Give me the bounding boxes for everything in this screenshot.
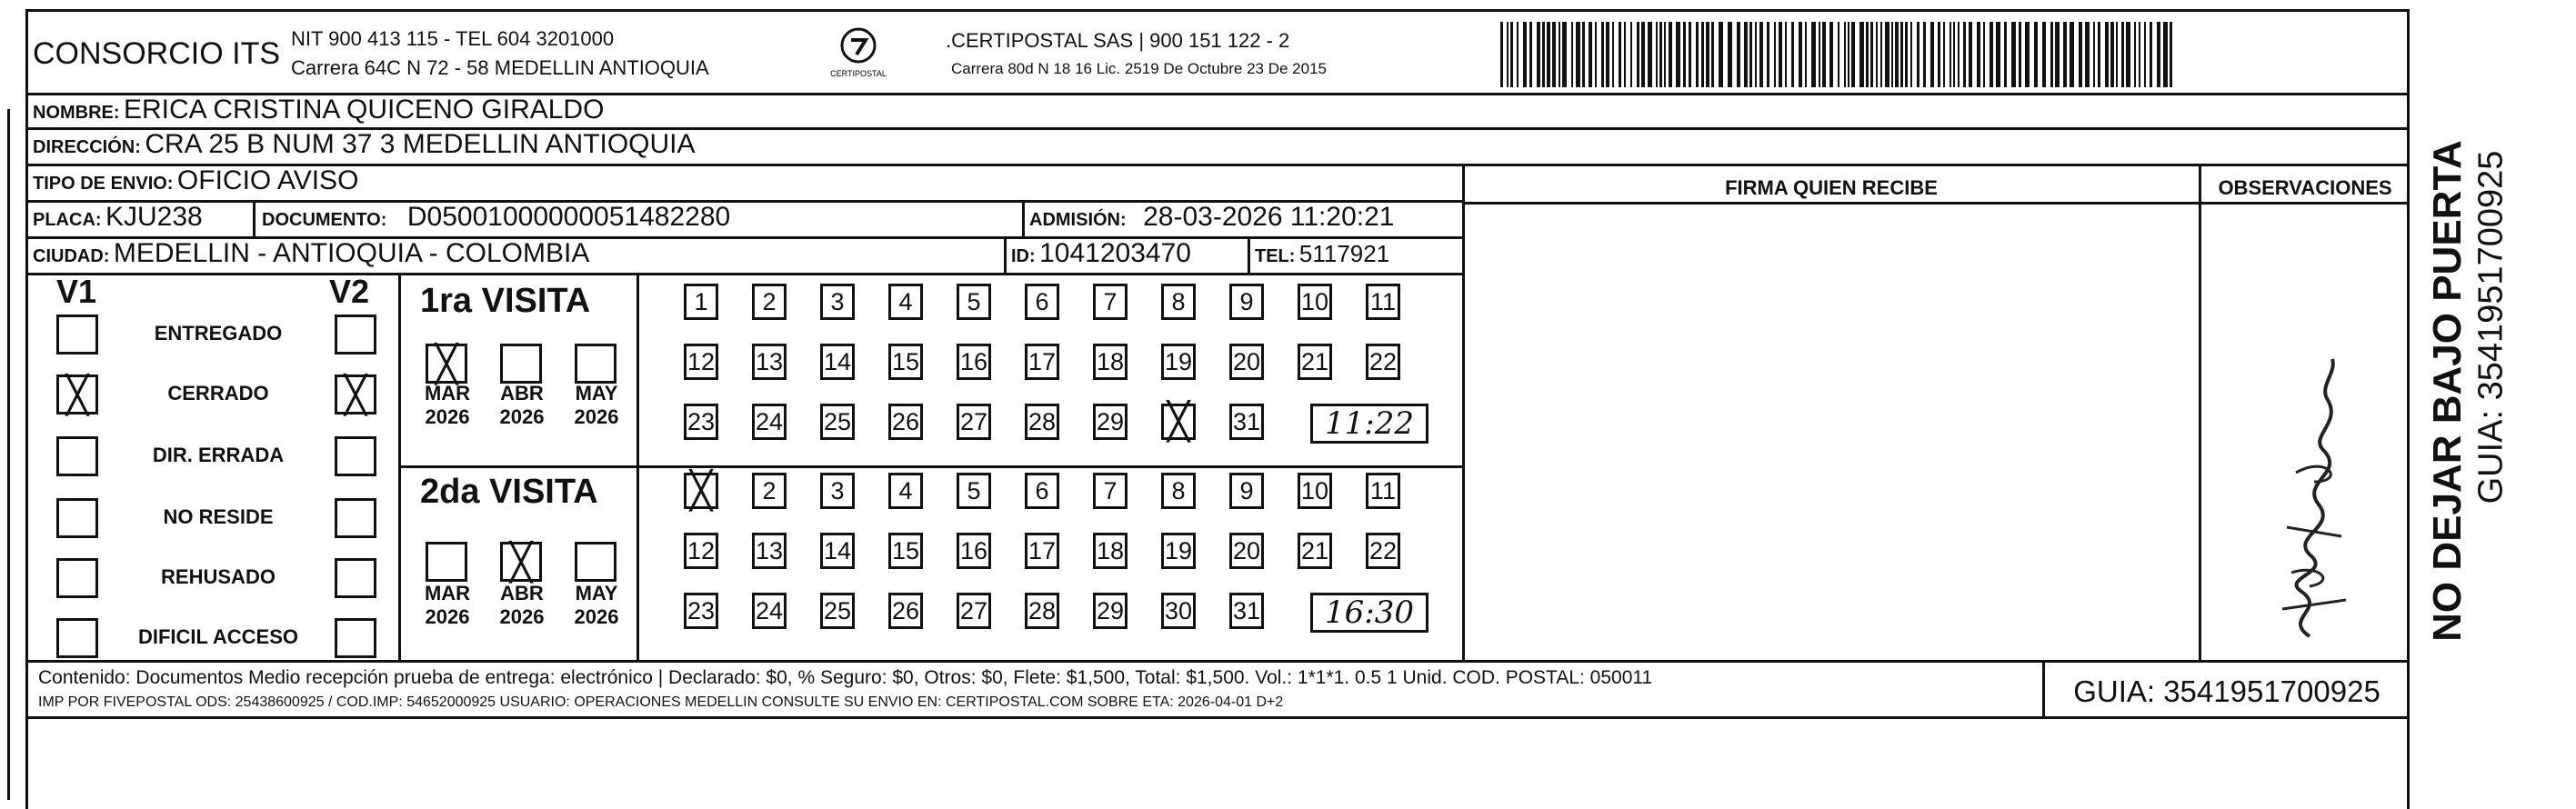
placa-label: PLACA: (33, 210, 102, 230)
cell-divider (1004, 236, 1007, 273)
footer-contenido: Contenido: Documentos Medio recepción prueba de entrega: electrónico | Declarado: $0, % Seguro: $0, Otros: $0, Flete: $1,500, Total: $1,500. Vol.: 1*1*1. 0.5 1 Unid. COD. POSTAL: 050011 (38, 667, 1653, 688)
time-box[interactable]: 16:30 (1310, 593, 1428, 633)
day-box[interactable]: 21 (1298, 533, 1332, 569)
direccion-row (33, 129, 696, 162)
id-row (1011, 238, 1191, 269)
day-box[interactable]: 11 (1366, 473, 1400, 509)
month-checkbox[interactable] (575, 542, 616, 582)
side-warning: NO DEJAR BAJO PUERTA (2425, 140, 2470, 642)
check-mark: ╳ (689, 471, 713, 511)
month-label: ABR 2026 (499, 582, 545, 628)
placa-row (33, 202, 203, 233)
day-box[interactable]: 5 (957, 284, 991, 320)
ciudad-label: CIUDAD: (33, 246, 110, 266)
day-box[interactable]: 17 (1025, 533, 1059, 569)
month-label: MAR 2026 (424, 582, 471, 628)
day-box[interactable]: 27 (957, 404, 991, 440)
documento-value: D05001000000051482280 (406, 202, 731, 232)
day-box[interactable]: 13 (752, 344, 787, 380)
day-box[interactable]: 20 (1229, 344, 1264, 380)
v2-checkbox[interactable] (335, 618, 376, 658)
certipostal-logo (830, 25, 887, 82)
day-box[interactable]: 3 (820, 284, 855, 320)
footer-top-line (25, 660, 2410, 663)
day-box[interactable]: 16 (957, 533, 991, 569)
obs-left-border (2199, 164, 2201, 660)
direccion-label: DIRECCIÓN: (33, 137, 141, 157)
v1-checkbox[interactable] (56, 558, 98, 598)
placa-value: KJU238 (105, 202, 203, 232)
day-box[interactable]: 9 (1229, 473, 1264, 509)
admision-row (1029, 202, 1394, 233)
day-box[interactable]: 19 (1161, 533, 1196, 569)
day-box[interactable]: 3 (820, 473, 855, 509)
day-box[interactable]: 4 (888, 473, 923, 509)
day-box[interactable]: 22 (1366, 533, 1400, 569)
v2-checkbox[interactable] (335, 498, 376, 538)
day-box[interactable]: 27 (957, 593, 991, 629)
company-nit: NIT 900 413 115 - TEL 604 3201000 (291, 27, 615, 50)
v2-checkbox[interactable] (335, 375, 376, 414)
day-box[interactable]: 15 (888, 344, 923, 380)
day-box[interactable]: 10 (1298, 473, 1332, 509)
v1-checkbox[interactable] (56, 618, 98, 658)
day-box[interactable]: 12 (684, 533, 718, 569)
check-mark: ╳ (344, 375, 367, 415)
certipostal-address: Carrera 80d N 18 16 Lic. 2519 De Octubre 23 De 2015 (951, 60, 1327, 77)
day-box[interactable]: 6 (1025, 473, 1059, 509)
cell-divider (253, 200, 256, 236)
day-box[interactable]: 13 (752, 533, 787, 569)
tel-value: 5117921 (1298, 240, 1390, 267)
day-box[interactable]: 1 (684, 284, 718, 320)
second-visit-title: 2da VISITA (420, 473, 598, 511)
day-box[interactable]: 18 (1093, 344, 1128, 380)
day-box[interactable]: 7 (1093, 284, 1128, 320)
cell-divider (1022, 200, 1025, 236)
check-mark: ╳ (1167, 402, 1190, 442)
month-checkbox[interactable] (575, 344, 616, 384)
row-divider (25, 273, 1464, 275)
day-box[interactable]: 8 (1161, 473, 1196, 509)
day-box[interactable] (684, 473, 718, 509)
documento-label: DOCUMENTO: (262, 210, 387, 230)
day-box[interactable]: 31 (1229, 593, 1264, 629)
row-divider (25, 164, 2410, 166)
day-box[interactable]: 20 (1229, 533, 1264, 569)
day-box[interactable]: 12 (684, 344, 718, 380)
day-box[interactable]: 6 (1025, 284, 1059, 320)
day-box[interactable]: 4 (888, 284, 923, 320)
day-box[interactable]: 2 (752, 473, 787, 509)
day-box[interactable]: 21 (1298, 344, 1332, 380)
id-value: 1041203470 (1039, 238, 1191, 268)
cell-divider (1248, 236, 1250, 273)
month-label: MAY 2026 (574, 582, 619, 628)
day-box[interactable]: 14 (820, 533, 855, 569)
day-box[interactable]: 26 (888, 593, 923, 629)
footer-bottom-line (25, 716, 2410, 719)
day-box[interactable]: 15 (888, 533, 923, 569)
month-checkbox[interactable] (426, 542, 467, 582)
month-label: MAY 2026 (574, 382, 619, 428)
day-box[interactable]: 29 (1093, 593, 1128, 629)
status-label: DIR. ERRADA (152, 444, 285, 466)
v1-checkbox[interactable] (56, 375, 98, 414)
month-label: MAR 2026 (424, 382, 471, 428)
tel-label: TEL: (1255, 246, 1296, 266)
documento-row (262, 202, 730, 233)
visit-divider (398, 465, 1464, 468)
certipostal-line: .CERTIPOSTAL SAS | 900 151 122 - 2 (946, 29, 1290, 52)
day-box[interactable] (1161, 404, 1196, 440)
day-box[interactable]: 25 (820, 404, 855, 440)
side-guia: GUIA: 3541951700925 (2471, 150, 2511, 504)
check-mark: ╳ (509, 543, 533, 583)
day-box[interactable]: 23 (684, 404, 718, 440)
day-box[interactable]: 7 (1093, 473, 1128, 509)
check-mark: ╳ (65, 375, 89, 415)
v2-checkbox[interactable] (335, 436, 376, 476)
barcode (1500, 22, 2178, 87)
day-box[interactable]: 24 (752, 593, 787, 629)
footer-guia: GUIA: 3541951700925 (2073, 674, 2381, 708)
day-box[interactable]: 31 (1229, 404, 1264, 440)
day-box[interactable]: 19 (1161, 344, 1196, 380)
status-label: DIFICIL ACCESO (137, 625, 298, 648)
day-box[interactable]: 30 (1161, 593, 1196, 629)
admision-label: ADMISIÓN: (1029, 210, 1127, 230)
day-box[interactable]: 8 (1161, 284, 1196, 320)
footer-imp: IMP POR FIVEPOSTAL ODS: 25438600925 / COD.IMP: 54652000925 USUARIO: OPERACIONES MEDELLIN CONSULTE SU ENVIO EN: CERTIPOSTAL.COM SOBRE ETA: 2026-04-01 D+2 (38, 694, 1284, 710)
day-box[interactable]: 14 (820, 344, 855, 380)
id-label: ID: (1011, 246, 1036, 266)
direccion-value: CRA 25 B NUM 37 3 MEDELLIN ANTIOQUIA (145, 129, 696, 159)
observaciones-header: OBSERVACIONES (2218, 176, 2392, 199)
day-box[interactable]: 2 (752, 284, 787, 320)
time-box[interactable]: 11:22 (1310, 404, 1428, 444)
month-checkbox[interactable] (500, 542, 542, 582)
day-box[interactable]: 24 (752, 404, 787, 440)
col-header-divider (1462, 202, 2410, 205)
month-checkbox[interactable] (426, 344, 467, 384)
ciudad-value: MEDELLIN - ANTIOQUIA - COLOMBIA (113, 238, 590, 268)
nombre-row (33, 95, 604, 127)
tipo-row (33, 165, 358, 196)
signature (2246, 345, 2373, 645)
day-box[interactable]: 11 (1366, 284, 1400, 320)
v1-header: V1 (56, 273, 97, 310)
check-mark: ╳ (435, 345, 458, 385)
firma-header: FIRMA QUIEN RECIBE (1725, 176, 1938, 199)
day-box[interactable]: 18 (1093, 533, 1128, 569)
tipo-label: TIPO DE ENVIO: (33, 174, 174, 194)
day-box[interactable]: 17 (1025, 344, 1059, 380)
v1-checkbox[interactable] (56, 436, 98, 476)
day-box[interactable]: 28 (1025, 404, 1059, 440)
logo-text: CERTIPOSTAL (830, 69, 887, 78)
day-box[interactable]: 28 (1025, 593, 1059, 629)
day-box[interactable]: 5 (957, 473, 991, 509)
tipo-value: OFICIO AVISO (176, 165, 359, 195)
status-label: CERRADO (167, 382, 269, 404)
day-box[interactable]: 25 (820, 593, 855, 629)
status-label: REHUSADO (161, 565, 276, 588)
left-margin-line (7, 109, 10, 800)
day-box[interactable]: 29 (1093, 404, 1128, 440)
status-label: ENTREGADO (154, 322, 283, 345)
v1-checkbox[interactable] (56, 498, 98, 538)
tel-row (1255, 240, 1389, 268)
day-box[interactable]: 23 (684, 593, 718, 629)
day-box[interactable]: 16 (957, 344, 991, 380)
v2-checkbox[interactable] (335, 558, 376, 598)
status-label: NO RESIDE (163, 505, 274, 528)
v2-header: V2 (329, 273, 370, 310)
v1-checkbox[interactable] (56, 315, 98, 355)
day-box[interactable]: 26 (888, 404, 923, 440)
company-address: Carrera 64C N 72 - 58 MEDELLIN ANTIOQUIA (291, 56, 709, 79)
first-visit-title: 1ra VISITA (420, 282, 591, 320)
day-box[interactable]: 22 (1366, 344, 1400, 380)
month-checkbox[interactable] (500, 344, 542, 384)
v2-checkbox[interactable] (335, 315, 376, 355)
nombre-value: ERICA CRISTINA QUICENO GIRALDO (124, 95, 605, 125)
ciudad-row (33, 238, 589, 269)
month-label: ABR 2026 (499, 382, 545, 428)
admision-value: 28-03-2026 11:20:21 (1143, 202, 1395, 232)
company-name: CONSORCIO ITS (33, 36, 281, 71)
day-box[interactable]: 10 (1298, 284, 1332, 320)
day-box[interactable]: 9 (1229, 284, 1264, 320)
nombre-label: NOMBRE: (33, 103, 120, 123)
